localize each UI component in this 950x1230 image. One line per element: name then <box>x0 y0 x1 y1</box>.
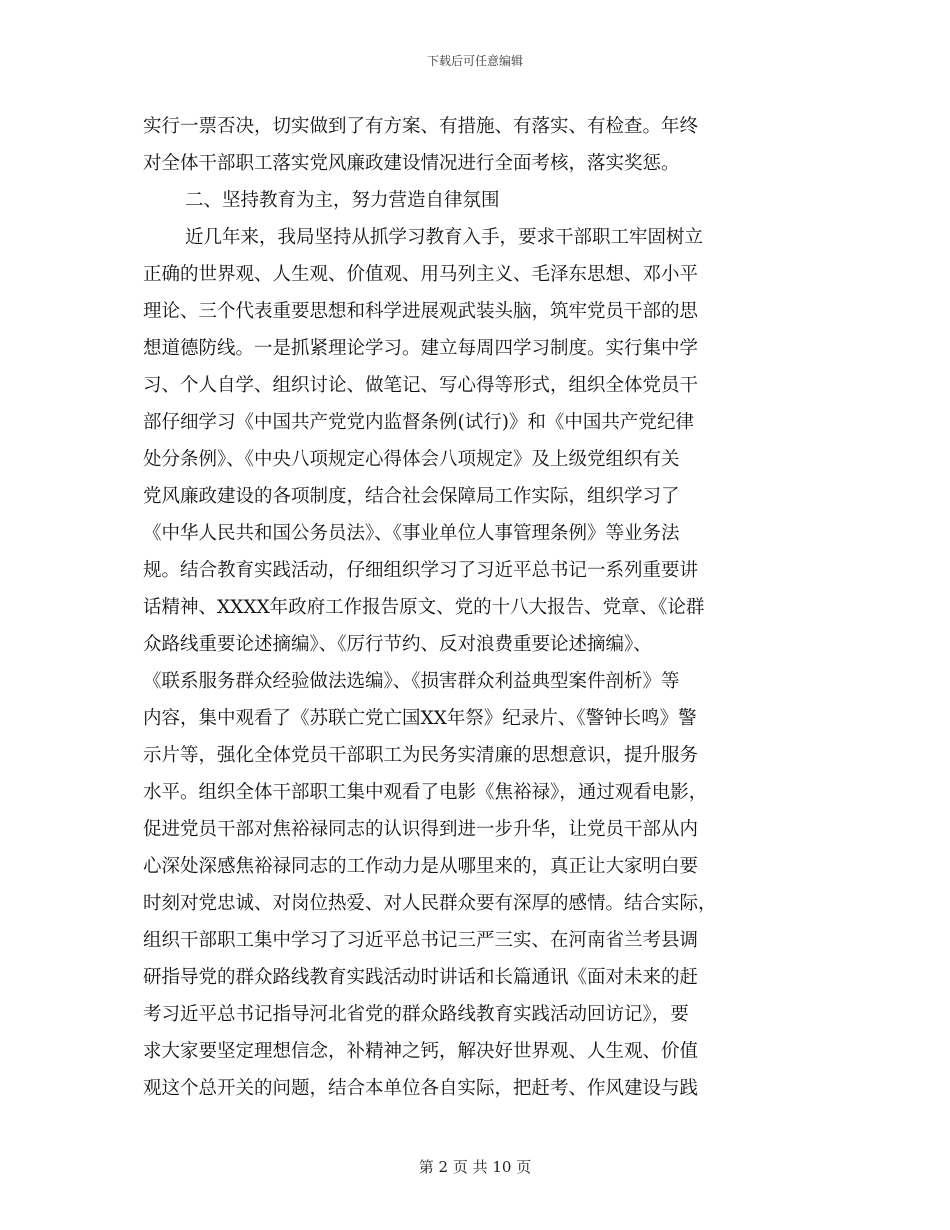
document-body <box>143 108 811 1107</box>
text-line: 心深处深感焦裕禄同志的工作动力是从哪里来的，真正让大家明白要 <box>143 856 699 877</box>
text-line: 众路线重要论述摘编》、《厉行节约、反对浪费重要论述摘编》、 <box>143 634 652 655</box>
text-line: 考习近平总书记指导河北省党的群众路线教育实践活动回访记》，要 <box>143 1004 689 1025</box>
text-line: 时刻对党忠诚、对岗位热爱、对人民群众要有深厚的感情。结合实际， <box>143 893 717 914</box>
text-line: 处分条例》、《中央八项规定心得体会八项规定》及上级党组织有关 <box>143 449 680 470</box>
text-line: 习、个人自学、组织讨论、做笔记、写心得等形式，组织全体党员干 <box>143 375 699 396</box>
text-line: 实行一票否决，切实做到了有方案、有措施、有落实、有检查。年终 <box>143 116 699 137</box>
text-line: 示片等，强化全体党员干部职工为民务实清廉的思想意识，提升服务 <box>143 745 699 766</box>
text-line: 组织干部职工集中学习了习近平总书记三严三实、在河南省兰考县调 <box>143 930 699 951</box>
text-line: 话精神、XXXX年政府工作报告原文、党的十八大报告、党章、《论群 <box>143 597 705 618</box>
text-line: 规。结合教育实践活动，仔细组织学习了习近平总书记一系列重要讲 <box>143 560 699 581</box>
text-line: 理论、三个代表重要思想和科学进展观武装头脑，筑牢党员干部的思 <box>143 301 699 322</box>
text-line: 求大家要坚定理想信念，补精神之钙，解决好世界观、人生观、价值 <box>143 1041 699 1062</box>
text-line: 《中华人民共和国公务员法》、《事业单位人事管理条例》等业务法 <box>143 523 680 544</box>
text-line: 近几年来，我局坚持从抓学习教育入手，要求干部职工牢固树立 <box>185 227 704 248</box>
text-line: 内容，集中观看了《苏联亡党亡国XX年祭》纪录片、《警钟长鸣》警 <box>143 708 697 729</box>
text-line: 研指导党的群众路线教育实践活动时讲话和长篇通讯《面对未来的赶 <box>143 967 699 988</box>
text-line: 对全体干部职工落实党风廉政建设情况进行全面考核，落实奖惩。 <box>143 153 680 174</box>
download-note: 下载后可任意编辑 <box>426 54 523 68</box>
text-line: 党风廉政建设的各项制度，结合社会保障局工作实际，组织学习了 <box>143 486 680 507</box>
text-line: 部仔细学习《中国共产党党内监督条例(试行)》和《中国共产党纪律 <box>143 412 694 433</box>
text-line: 《联系服务群众经验做法选编》、《损害群众利益典型案件剖析》等 <box>143 671 680 692</box>
text-line: 促进党员干部对焦裕禄同志的认识得到进一步升华，让党员干部从内 <box>143 819 699 840</box>
text-line: 水平。组织全体干部职工集中观看了电影《焦裕禄》，通过观看电影， <box>143 782 708 803</box>
text-line: 想道德防线。一是抓紧理论学习。建立每周四学习制度。实行集中学 <box>143 338 699 359</box>
text-line: 正确的世界观、人生观、价值观、用马列主义、毛泽东思想、邓小平 <box>143 264 699 285</box>
text-line: 二、坚持教育为主，努力营造自律氛围 <box>185 190 500 211</box>
page-number: 第 2 页 共 10 页 <box>418 1158 532 1176</box>
text-line: 观这个总开关的问题，结合本单位各自实际，把赶考、作风建设与践 <box>143 1078 699 1099</box>
